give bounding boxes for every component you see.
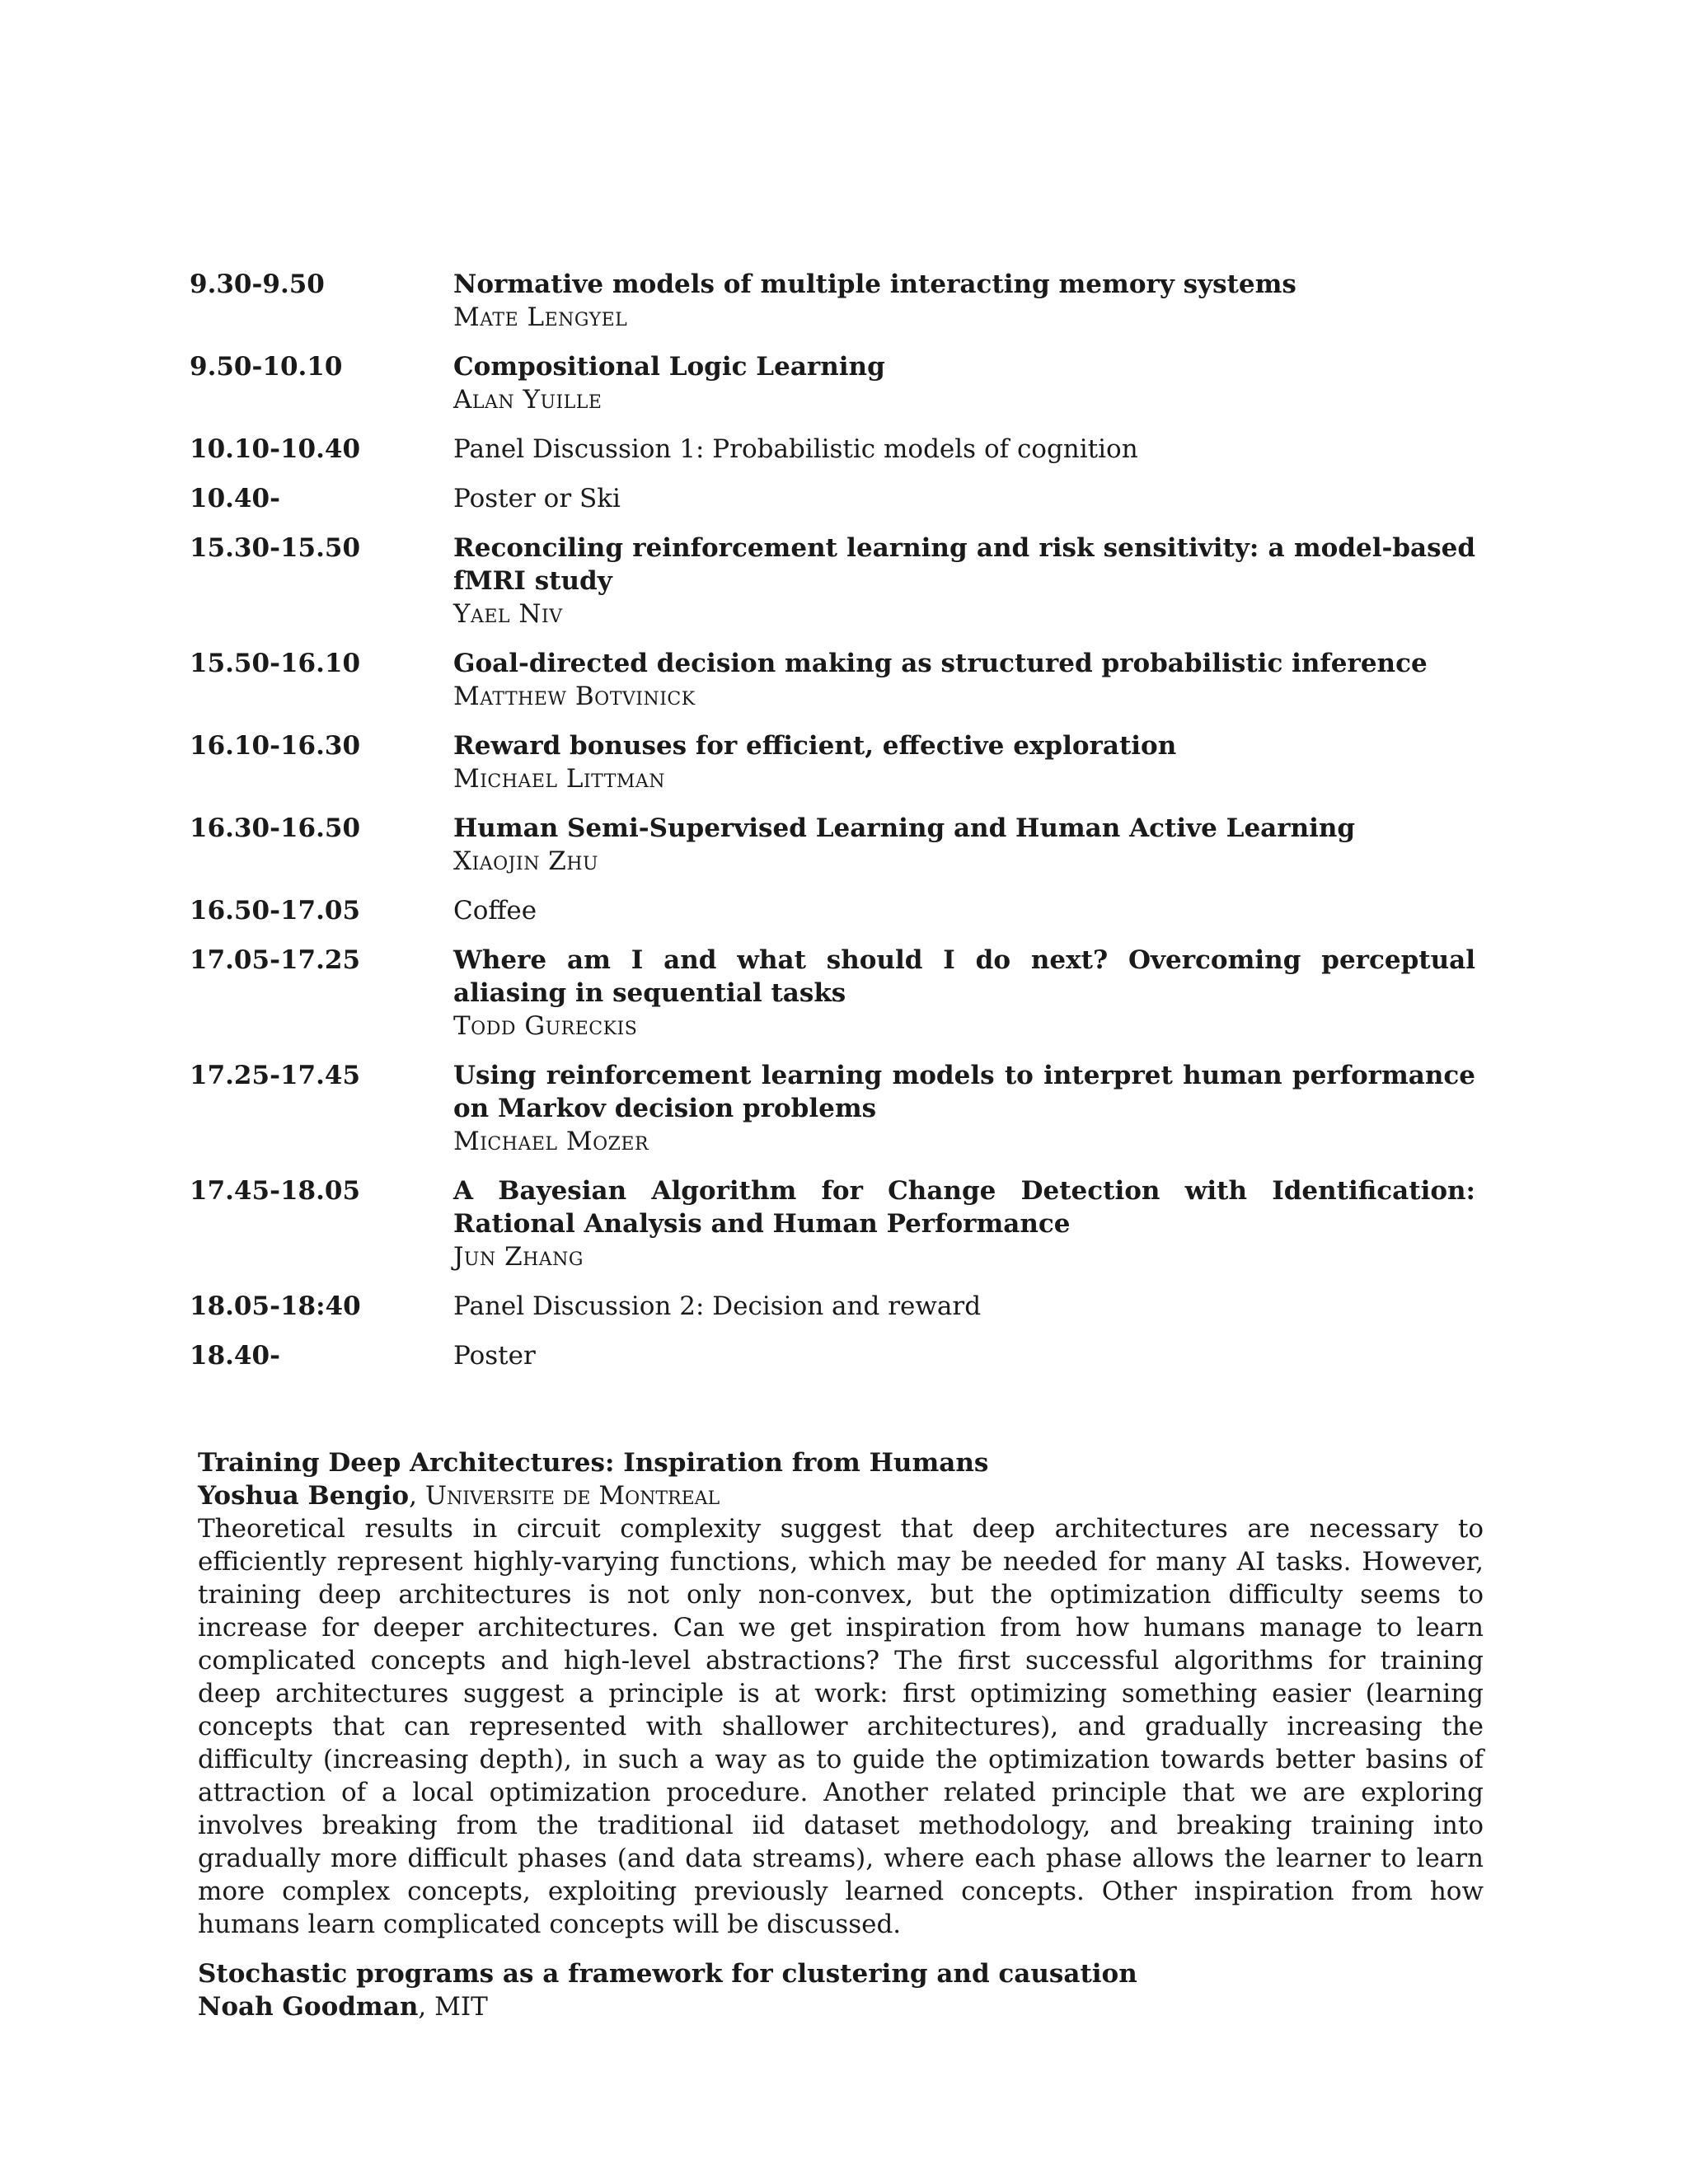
session-time: 16.10-16.30	[190, 731, 361, 761]
speaker-name: Mate Lengyel	[453, 302, 628, 332]
session-time: 9.50-10.10	[190, 352, 343, 382]
talk-title: Normative models of multiple interacting memory systems	[453, 269, 1296, 299]
session-time: 15.30-15.50	[190, 533, 361, 563]
abstract-title: Training Deep Architectures: Inspiration from Humans	[198, 1448, 989, 1478]
talk-title: Using reinforcement learning models to interpret human performance on Markov decision problems	[453, 1061, 1475, 1123]
session-content	[453, 350, 1475, 416]
abstract-byline	[198, 1990, 1484, 2023]
speaker-name: Michael Littman	[453, 764, 666, 794]
session-activity: Panel Discussion 2: Decision and reward	[453, 1291, 982, 1321]
speaker-name: Matthew Botvinick	[453, 682, 696, 711]
schedule-row	[190, 647, 1475, 713]
session-activity: Poster or Ski	[453, 484, 621, 513]
session-time: 9.30-9.50	[190, 269, 325, 299]
schedule-row	[190, 944, 1475, 1043]
talk-title: Goal-directed decision making as structured probabilistic inference	[453, 649, 1428, 678]
session-content	[453, 894, 1475, 927]
schedule-row	[190, 433, 1475, 466]
talk-title: A Bayesian Algorithm for Change Detection with Identification: Rational Analysis and Human Performance	[453, 1176, 1475, 1239]
schedule-row	[190, 1174, 1475, 1273]
session-content	[453, 1059, 1475, 1158]
abstract-affiliation: Universite de Montreal	[424, 1481, 720, 1511]
byline-separator: ,	[418, 1992, 435, 2022]
schedule-row	[190, 1339, 1475, 1372]
schedule-row	[190, 1290, 1475, 1323]
schedule-row	[190, 1059, 1475, 1158]
session-content	[453, 1339, 1475, 1372]
session-content	[453, 1174, 1475, 1273]
schedule-table	[190, 268, 1475, 1389]
speaker-name: Xiaojin Zhu	[453, 846, 599, 876]
session-time: 18.40-	[190, 1341, 280, 1371]
abstract-entry	[198, 1446, 1484, 1941]
speaker-name: Michael Mozer	[453, 1127, 649, 1156]
talk-title: Reward bonuses for efficient, effective exploration	[453, 731, 1177, 761]
schedule-row	[190, 894, 1475, 927]
session-time: 15.50-16.10	[190, 649, 361, 678]
speaker-name: Jun Zhang	[453, 1242, 584, 1272]
schedule-row	[190, 812, 1475, 878]
talk-title: Where am I and what should I do next? Overcoming perceptual aliasing in sequential tasks	[453, 945, 1475, 1008]
session-time: 10.40-	[190, 484, 280, 513]
session-content	[453, 1290, 1475, 1323]
abstracts-section	[198, 1446, 1484, 2040]
session-content	[453, 647, 1475, 713]
abstract-author: Noah Goodman	[198, 1992, 419, 2022]
abstract-text: Theoretical results in circuit complexity suggest that deep architectures are necessary to efficiently represent highly-varying functions, which may be needed for many AI tasks. However, training deep architectures is not only non-convex, but the optimization difficulty seems to increase for deeper architectures. Can we get inspiration from how humans manage to learn complicated concepts and high-level abstractions? The first successful algorithms for training deep architectures suggest a principle is at work: first optimizing something easier (learning concepts that can represented with shallower architectures), and gradually increasing the difficulty (increasing depth), in such a way as to guide the optimization towards better basins of attraction of a local optimization procedure. Another related principle that we are exploring involves breaking from the traditional iid dataset methodology, and breaking training into gradually more difficult phases (and data streams), where each phase allows the learner to learn more complex concepts, exploiting previously learned concepts. Other inspiration from how humans learn complicated concepts will be discussed.	[198, 1514, 1484, 1939]
session-activity: Panel Discussion 1: Probabilistic models of cognition	[453, 434, 1138, 464]
speaker-name: Yael Niv	[453, 599, 563, 629]
session-time: 16.30-16.50	[190, 813, 361, 843]
session-time: 17.05-17.25	[190, 945, 361, 975]
session-time: 16.50-17.05	[190, 896, 361, 926]
abstract-title: Stochastic programs as a framework for clustering and causation	[198, 1959, 1137, 1989]
schedule-row	[190, 729, 1475, 795]
schedule-row	[190, 268, 1475, 334]
speaker-name: Alan Yuille	[453, 385, 603, 415]
session-time: 10.10-10.40	[190, 434, 361, 464]
session-activity: Poster	[453, 1341, 536, 1371]
session-content	[453, 812, 1475, 878]
session-content	[453, 729, 1475, 795]
schedule-row	[190, 482, 1475, 515]
talk-title: Reconciling reinforcement learning and risk sensitivity: a model-based fMRI study	[453, 533, 1475, 596]
session-time: 17.45-18.05	[190, 1176, 361, 1206]
abstract-author: Yoshua Bengio	[198, 1481, 410, 1511]
session-time: 18.05-18:40	[190, 1291, 361, 1321]
talk-title: Compositional Logic Learning	[453, 352, 885, 382]
talk-title: Human Semi-Supervised Learning and Human Active Learning	[453, 813, 1356, 843]
speaker-name: Todd Gureckis	[453, 1011, 638, 1041]
session-content	[453, 532, 1475, 630]
abstract-byline	[198, 1479, 1484, 1512]
schedule-row	[190, 350, 1475, 416]
session-content	[453, 433, 1475, 466]
session-time: 17.25-17.45	[190, 1061, 361, 1090]
abstract-affiliation: MIT	[434, 1992, 488, 2022]
session-content	[453, 482, 1475, 515]
abstract-entry	[198, 1957, 1484, 2023]
session-content	[453, 268, 1475, 334]
byline-separator: ,	[409, 1481, 425, 1511]
session-content	[453, 944, 1475, 1043]
schedule-row	[190, 532, 1475, 630]
session-activity: Coffee	[453, 896, 537, 926]
